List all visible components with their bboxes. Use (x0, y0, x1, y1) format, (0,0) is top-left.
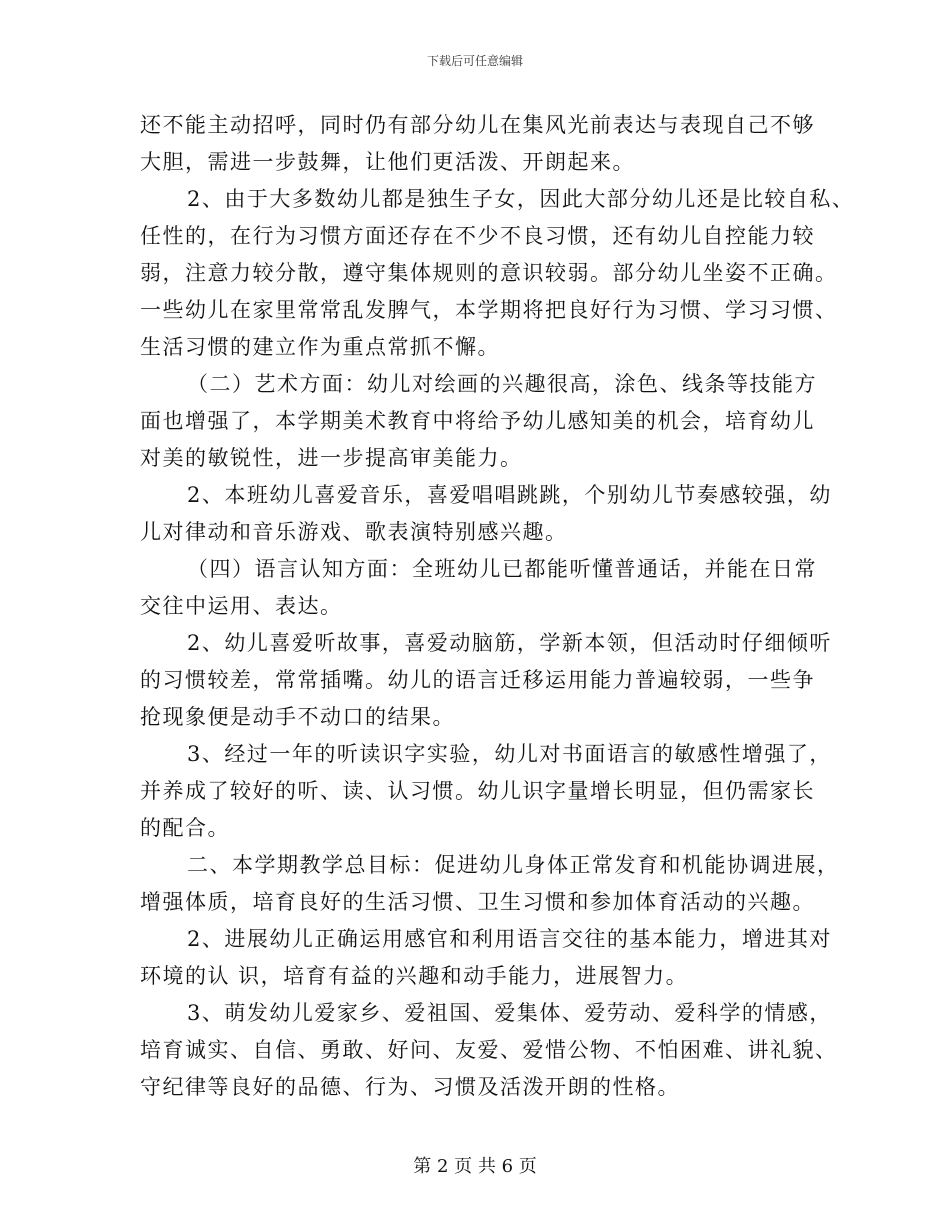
text-line: 2、本班幼儿喜爱音乐，喜爱唱唱跳跳，个别幼儿节奏感较强，幼 (187, 483, 832, 507)
text-line: 一些幼儿在家里常常乱发脾气，本学期将把良好行为习惯、学习习惯、 (140, 298, 838, 322)
text-line: 守纪律等良好的品德、行为、习惯及活泼开朗的性格。 (140, 1075, 680, 1099)
text-line: 的配合。 (140, 816, 230, 840)
text-line: （二）艺术方面：幼儿对绘画的兴趣很高，涂色、线条等技能方 (187, 372, 817, 396)
text-line: 对美的敏锐性，进一步提高审美能力。 (140, 446, 523, 470)
text-line: 还不能主动招呼，同时仍有部分幼儿在集风光前表达与表现自己不够 (140, 113, 815, 137)
text-line: 环境的认 识，培育有益的兴趣和动手能力，进展智力。 (140, 964, 689, 988)
text-line: 弱，注意力较分散，遵守集体规则的意识较弱。部分幼儿坐姿不正确。 (140, 261, 838, 285)
text-line: 3、萌发幼儿爱家乡、爱祖国、爱集体、爱劳动、爱科学的情感， (187, 1001, 832, 1025)
text-line: 生活习惯的建立作为重点常抓不懈。 (140, 335, 500, 359)
text-line: 的习惯较差，常常插嘴。幼儿的语言迁移运用能力普遍较弱，一些争 (140, 668, 815, 692)
text-line: 增强体质，培育良好的生活习惯、卫生习惯和参加体育活动的兴趣。 (140, 890, 815, 914)
text-line: 任性的，在行为习惯方面还存在不少不良习惯，还有幼儿自控能力较 (140, 224, 815, 248)
text-line: 并养成了较好的听、读、认习惯。幼儿识字量增长明显，但仍需家长 (140, 779, 815, 803)
page-header: 下载后可任意编辑 (426, 54, 523, 68)
page-number: 第 2 页 共 6 页 (413, 1156, 537, 1177)
text-line: 抢现象便是动手不动口的结果。 (140, 705, 455, 729)
text-line: 2、进展幼儿正确运用感官和利用语言交往的基本能力，增进其对 (187, 927, 832, 951)
text-line: 2、幼儿喜爱听故事，喜爱动脑筋，学新本领，但活动时仔细倾听 (187, 631, 832, 655)
text-line: 3、经过一年的听读识字实验，幼儿对书面语言的敏感性增强了， (187, 742, 832, 766)
text-line: 大胆，需进一步鼓舞，让他们更活泼、开朗起来。 (140, 150, 635, 174)
text-line: 二、本学期教学总目标：促进幼儿身体正常发育和机能协调进展， (187, 853, 840, 877)
text-line: 2、由于大多数幼儿都是独生子女，因此大部分幼儿还是比较自私、 (187, 187, 855, 211)
text-line: 交往中运用、表达。 (140, 594, 343, 618)
text-line: 儿对律动和音乐游戏、歌表演特别感兴趣。 (140, 520, 568, 544)
text-line: 培育诚实、自信、勇敢、好问、友爱、爱惜公物、不怕困难、讲礼貌、 (140, 1038, 838, 1062)
text-line: 面也增强了，本学期美术教育中将给予幼儿感知美的机会，培育幼儿 (140, 409, 815, 433)
text-line: （四）语言认知方面：全班幼儿已都能听懂普通话，并能在日常 (187, 557, 817, 581)
